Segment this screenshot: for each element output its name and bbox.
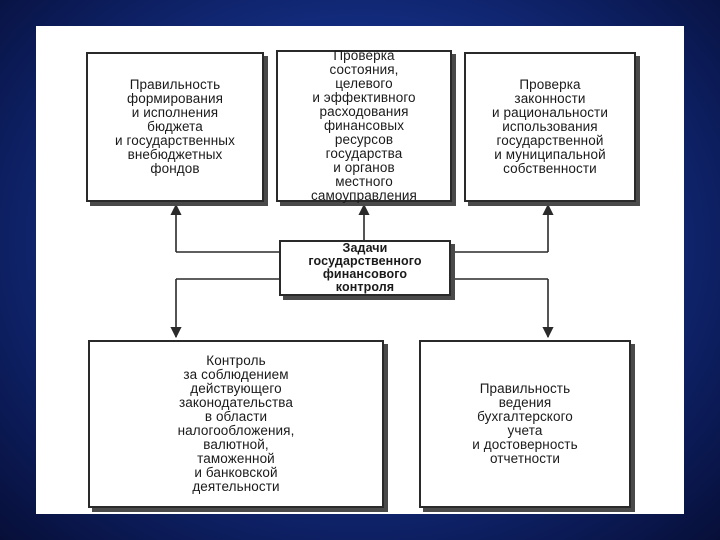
bottom-left-box xyxy=(88,340,384,508)
top-right-box xyxy=(464,52,636,202)
bottom-right-box-text: Правильность ведения бухгалтерского учета и достоверность отчетности xyxy=(472,381,578,466)
bottom-right-box xyxy=(419,340,631,508)
top-left-box xyxy=(86,52,264,202)
top-left-box-text: Правильность формирования и исполнения бюджета и государственных внебюджетных фондов xyxy=(115,77,235,176)
center-box xyxy=(279,240,451,296)
bottom-left-box-text: Контроль за соблюдением действующего законодательства в области налогообложения, валютной, таможенной и банковской деятельности xyxy=(177,353,295,494)
center-box-text: Задачи государственного финансового контроля xyxy=(308,241,422,294)
top-middle-box xyxy=(276,50,452,202)
top-right-box-text: Проверка законности и рациональности использования государственной и муниципальной собственности xyxy=(491,77,608,176)
top-middle-box-text: Проверка состояния, целевого и эффективного расходования финансовых ресурсов государства и органов местного самоуправления xyxy=(311,48,417,203)
